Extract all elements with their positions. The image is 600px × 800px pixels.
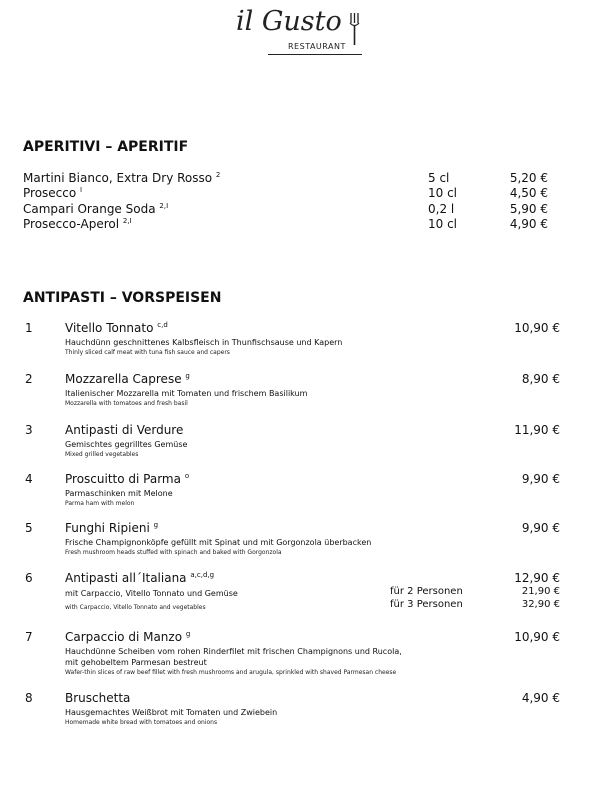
drink-name: Prosecco-Aperol $^{2,I}$	[23, 217, 132, 231]
drink-name: Campari Orange Soda $^{2,I}$	[23, 202, 169, 216]
item-description-de: Hausgemachtes Weißbrot mit Tomaten und Zwiebein	[65, 708, 278, 717]
item-description-en: Fresh mushroom heads stuffed with spinach and baked with Gorgonzola	[65, 549, 282, 556]
item-description-de: mit Carpaccio, Vitello Tonnato und Gemüse	[65, 589, 238, 598]
persons-price: 21,90 €	[521, 586, 560, 597]
drink-volume: 0,2 l	[428, 202, 455, 216]
item-number: 5	[25, 521, 33, 535]
item-description-en: Mixed grilled vegetables	[65, 451, 139, 458]
logo-subtitle: RESTAURANT	[288, 42, 346, 51]
aperitivi-title: APERITIVI – APERITIF	[23, 139, 189, 155]
item-number: 4	[25, 472, 33, 486]
item-name: Antipasti all´Italiana $^{a,c,d,g}$	[65, 571, 215, 585]
item-price: 11,90 €	[514, 423, 560, 437]
drink-volume: 5 cl	[428, 171, 450, 185]
persons-price: 32,90 €	[521, 599, 560, 610]
item-description-de: Hauchdünne Scheiben vom rohen Rinderfilet mit frischen Champignons und Rucola,	[65, 647, 402, 656]
item-number: 6	[25, 571, 33, 585]
item-number: 2	[25, 372, 33, 386]
drink-price: 4,90 €	[509, 217, 548, 231]
item-description-en: Homemade white bread with tomatoes and onions	[65, 719, 218, 726]
drink-price: 5,90 €	[509, 202, 548, 216]
item-description-de: Gemischtes gegrilltes Gemüse	[65, 440, 188, 449]
item-price: 10,90 €	[514, 630, 560, 644]
item-price: 8,90 €	[521, 372, 560, 386]
aperitivi-row	[23, 186, 553, 203]
drink-volume: 10 cl	[428, 217, 458, 231]
item-number: 7	[25, 630, 33, 644]
item-name: Antipasti di Verdure	[65, 423, 184, 437]
item-description-en: Mozzarella with tomatoes and fresh basil	[65, 400, 188, 407]
item-description-de-line2: mit gehobeltem Parmesan bestreut	[65, 658, 207, 667]
drink-volume: 10 cl	[428, 186, 458, 200]
item-name: Proscuitto di Parma $^o$	[65, 472, 190, 486]
item-name: Carpaccio di Manzo $^g$	[65, 630, 191, 644]
persons-option: für 3 Personen	[390, 599, 463, 610]
logo-underline	[268, 54, 362, 55]
item-description-en: Thinly sliced calf meat with tuna fish sauce and capers	[65, 349, 230, 356]
item-price: 9,90 €	[521, 472, 560, 486]
item-name: Mozzarella Caprese $^g$	[65, 372, 190, 386]
restaurant-logo	[236, 6, 364, 62]
item-description-en: with Carpaccio, Vitello Tonnato and vegetables	[65, 604, 206, 611]
item-name: Funghi Ripieni $^g$	[65, 521, 159, 535]
drink-name: Prosecco $^I$	[23, 186, 83, 200]
item-description-de: Italienischer Mozzarella mit Tomaten und frischem Basilikum	[65, 389, 308, 398]
logo-script: il Gusto	[236, 6, 342, 37]
item-number: 1	[25, 321, 33, 335]
item-number: 8	[25, 691, 33, 705]
item-name: Vitello Tonnato $^{c,d}$	[65, 321, 168, 335]
aperitivi-row	[23, 217, 553, 234]
item-description-de: Frische Champignonköpfe gefüllt mit Spinat und mit Gorgonzola überbacken	[65, 538, 372, 547]
item-price: 10,90 €	[514, 321, 560, 335]
drink-price: 4,50 €	[509, 186, 548, 200]
item-description-de: Parmaschinken mit Melone	[65, 489, 173, 498]
item-name: Bruschetta	[65, 691, 131, 705]
fork-icon	[348, 12, 364, 46]
item-number: 3	[25, 423, 33, 437]
item-price: 9,90 €	[521, 521, 560, 535]
item-price: 4,90 €	[521, 691, 560, 705]
item-description-en: Parma ham with melon	[65, 500, 135, 507]
antipasti-title: ANTIPASTI – VORSPEISEN	[23, 290, 222, 306]
item-description-en: Wafer-thin slices of raw beef fillet with fresh mushrooms and arugula, sprinkled with shaved Parmesan cheese	[65, 669, 397, 676]
item-price: 12,90 €	[514, 571, 560, 585]
item-description-de: Hauchdünn geschnittenes Kalbsfleisch in Thunfischsause und Kapern	[65, 338, 343, 347]
drink-name: Martini Bianco, Extra Dry Rosso $^2$	[23, 171, 221, 185]
drink-price: 5,20 €	[509, 171, 548, 185]
persons-option: für 2 Personen	[390, 586, 463, 597]
